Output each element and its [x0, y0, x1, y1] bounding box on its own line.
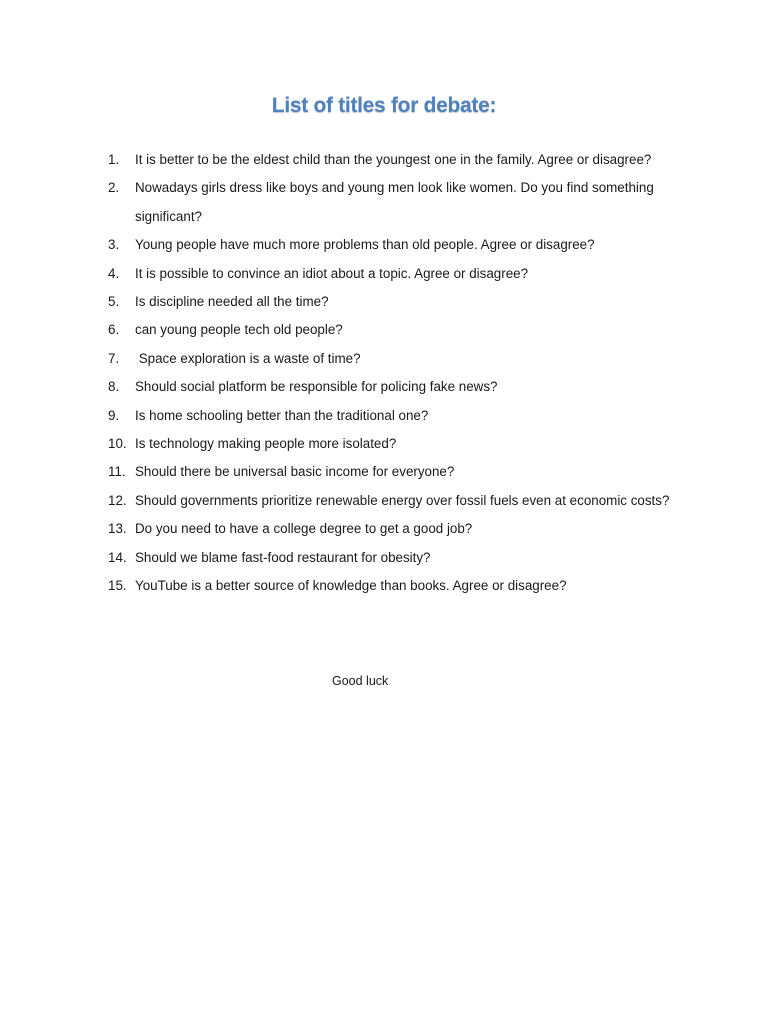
list-item-number: 2.	[108, 180, 120, 196]
list-item-number: 3.	[108, 237, 120, 253]
list-item	[108, 430, 688, 458]
list-item-text: YouTube is a better source of knowledge than books. Agree or disagree?	[135, 578, 567, 594]
list-item-number: 12.	[108, 492, 127, 508]
list-item-number: 11.	[108, 464, 126, 480]
list-item	[108, 572, 688, 600]
list-item-text: Space exploration is a waste of time?	[135, 350, 361, 366]
list-item-number: 8.	[108, 379, 120, 395]
list-item	[108, 316, 688, 344]
closing-note: Good luck	[332, 674, 389, 688]
debate-topic-list	[108, 146, 688, 601]
list-item-text: can young people tech old people?	[135, 322, 343, 338]
list-item-text: Is technology making people more isolated?	[135, 436, 397, 452]
list-item	[108, 458, 688, 486]
list-item-number: 4.	[108, 265, 120, 281]
list-item-text: Should we blame fast-food restaurant for obesity?	[135, 549, 431, 565]
list-item-text: Is home schooling better than the traditional one?	[135, 407, 429, 423]
list-item	[108, 231, 688, 259]
list-item-text: Should governments prioritize renewable energy over fossil fuels even at economic costs?	[135, 492, 670, 508]
list-item	[108, 487, 688, 515]
list-item-number: 14.	[108, 549, 127, 565]
list-item-number: 9.	[108, 407, 120, 423]
list-item-text: It is better to be the eldest child than the youngest one in the family. Agree or disagree?	[135, 152, 652, 167]
list-item-number: 1.	[108, 152, 120, 167]
document-title: List of titles for debate:	[271, 94, 497, 117]
list-item-number: 13.	[108, 521, 127, 537]
list-item-text: Is discipline needed all the time?	[135, 294, 329, 310]
list-item-text: It is possible to convince an idiot about a topic. Agree or disagree?	[135, 265, 529, 281]
list-item	[108, 373, 688, 401]
list-item	[108, 515, 688, 543]
list-item-number: 5.	[108, 294, 120, 310]
list-item	[108, 402, 688, 430]
list-item-number: 7.	[108, 350, 120, 366]
list-item	[108, 544, 688, 572]
list-item	[108, 260, 688, 288]
list-item-number: 10.	[108, 436, 127, 452]
list-item	[108, 345, 688, 373]
list-item-text: Nowadays girls dress like boys and young men look like women. Do you find something significant?	[135, 180, 654, 224]
list-item-number: 6.	[108, 322, 120, 338]
list-item-text: Do you need to have a college degree to get a good job?	[135, 521, 473, 537]
list-item-text: Should social platform be responsible for policing fake news?	[135, 379, 498, 395]
list-item-text: Young people have much more problems than old people. Agree or disagree?	[135, 237, 595, 253]
list-item	[108, 174, 688, 231]
list-item	[108, 288, 688, 316]
list-item-number: 15.	[108, 578, 127, 594]
list-item	[108, 146, 688, 174]
list-item-text: Should there be universal basic income for everyone?	[135, 464, 455, 480]
